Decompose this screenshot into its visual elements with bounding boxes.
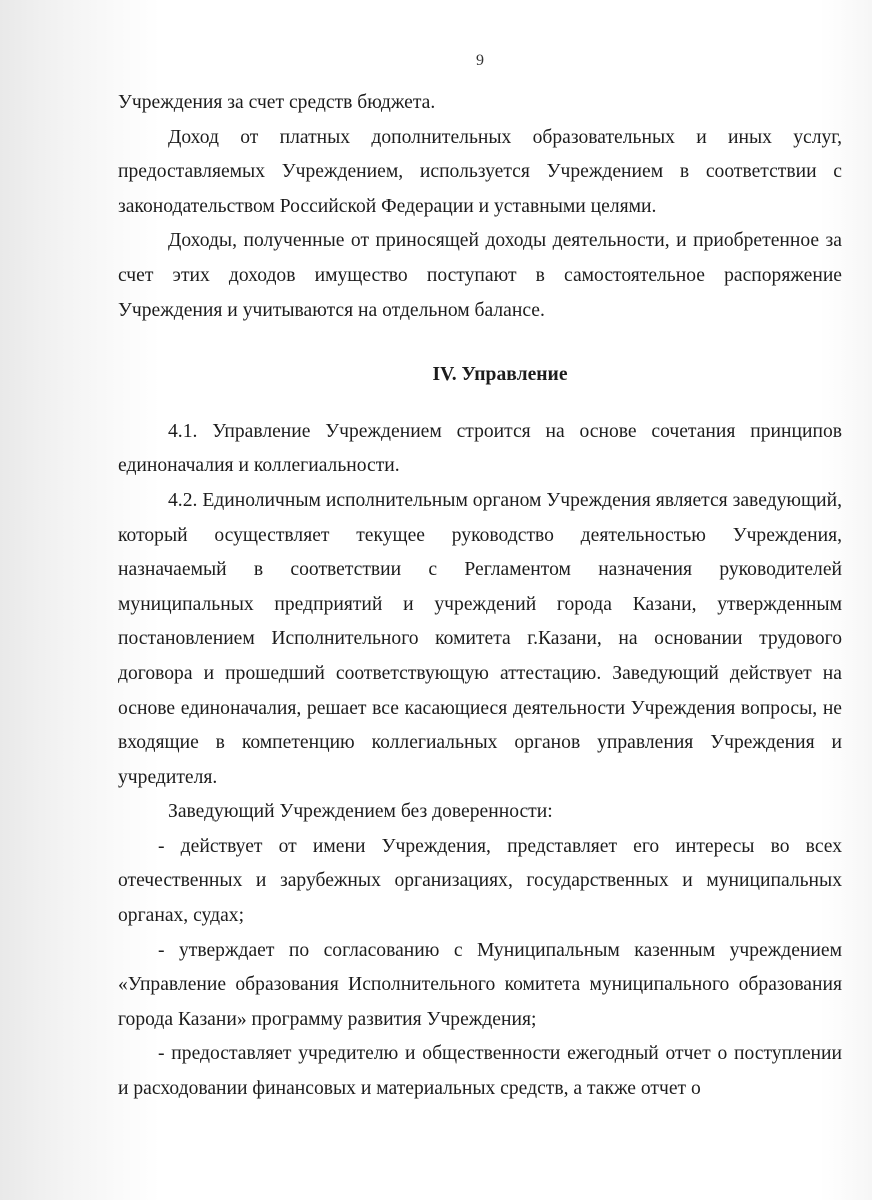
paragraph: Доходы, полученные от приносящей доходы деятельности, и приобретенное за счет этих доходов имущество поступают в самостоятельное распоряжение Учреждения и учитываются на отдельном балансе. — [118, 230, 842, 321]
paragraph: Учреждения за счет средств бюджета. — [118, 92, 436, 113]
page-number: 9 — [476, 52, 484, 69]
section-heading: IV. Управление — [432, 364, 568, 386]
paragraph: 4.1. Управление Учреждением строится на основе сочетания принципов единоначалия и коллегиальности. — [118, 420, 842, 477]
list-item: - предоставляет учредителю и общественности ежегодный отчет о поступлении и расходовании финансовых и материальных средств, а также отчет о — [118, 1043, 842, 1100]
paragraph: 4.2. Единоличным исполнительным органом Учреждения является заведующий, который осуществляет текущее руководство деятельностью Учреждения, назначаемый в соответствии с Регламентом назначения руководителей муниципальных предприятий и учреждений города Казани, утвержденным постановлением Исполнительного комитета г.Казани, на основании трудового договора и прошедший соответствующую аттестацию. Заведующий действует на основе единоначалия, решает все касающиеся деятельности Учреждения вопросы, не входящие в компетенцию коллегиальных органов управления Учреждения и учредителя. — [118, 489, 842, 788]
document-body — [118, 86, 842, 1107]
list-item: - утверждает по согласованию с Муниципальным казенным учреждением «Управление образования Исполнительного комитета муниципального образования города Казани» программу развития Учреждения; — [118, 939, 842, 1030]
list-item: - действует от имени Учреждения, представляет его интересы во всех отечественных и зарубежных организациях, государственных и муниципальных органах, судах; — [118, 835, 842, 927]
paragraph: Заведующий Учреждением без доверенности: — [168, 801, 553, 823]
paragraph: Доход от платных дополнительных образовательных и иных услуг, предоставляемых Учреждением, используется Учреждением в соответствии с законодательством Российской Федерации и уставными целями. — [118, 126, 842, 217]
